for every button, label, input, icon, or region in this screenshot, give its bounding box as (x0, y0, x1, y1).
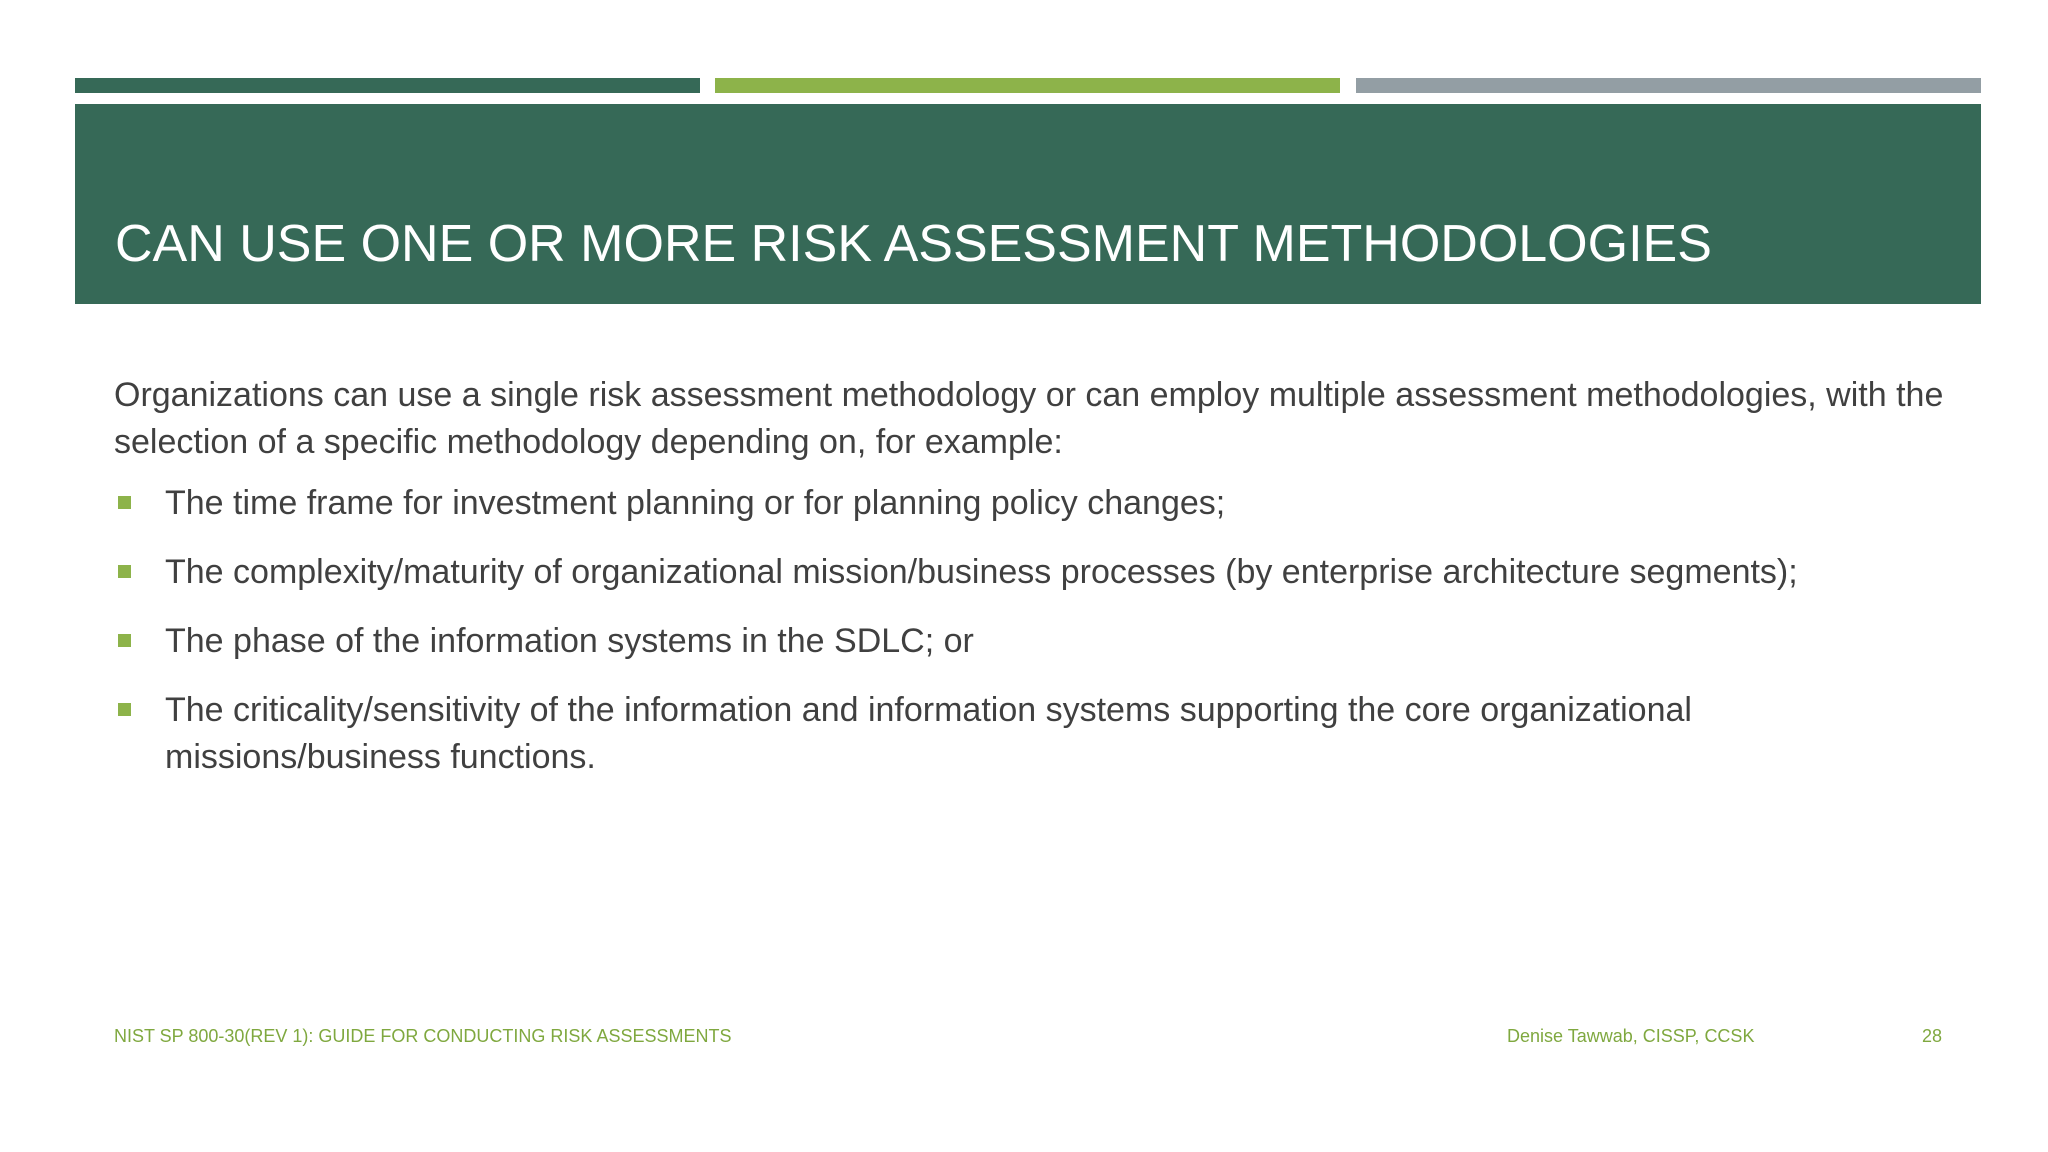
slide-body (114, 372, 1944, 803)
footer-author: Denise Tawwab, CISSP, CCSK (1507, 1026, 1755, 1046)
list-item (114, 687, 1944, 781)
square-bullet-icon (118, 703, 131, 716)
list-item-text: The criticality/sensitivity of the information and information systems supporting the core organizational missions/business functions. (165, 691, 1692, 776)
page-number: 28 (1922, 1026, 1943, 1046)
list-item-text: The phase of the information systems in the SDLC; or (165, 622, 974, 660)
list-item (114, 618, 1944, 665)
list-item-text: The complexity/maturity of organizational mission/business processes (by enterprise architecture segments); (165, 553, 1798, 591)
accent-bar-light-green (715, 78, 1340, 93)
square-bullet-icon (118, 565, 131, 578)
list-item (114, 480, 1944, 527)
slide-title: CAN USE ONE OR MORE RISK ASSESSMENT METHODOLOGIES (115, 215, 1712, 273)
footer-document-title: NIST SP 800-30(REV 1): GUIDE FOR CONDUCTING RISK ASSESSMENTS (114, 1026, 732, 1046)
intro-paragraph: Organizations can use a single risk assessment methodology or can employ multiple assessment methodologies, with the selection of a specific methodology depending on, for example: (114, 376, 1944, 461)
square-bullet-icon (118, 634, 131, 647)
bullet-list (114, 480, 1944, 781)
title-band (75, 104, 1981, 304)
list-item (114, 549, 1944, 596)
accent-bar-gray (1356, 78, 1981, 93)
accent-bar-dark-green (75, 78, 700, 93)
list-item-text: The time frame for investment planning or for planning policy changes; (165, 484, 1226, 522)
square-bullet-icon (118, 496, 131, 509)
